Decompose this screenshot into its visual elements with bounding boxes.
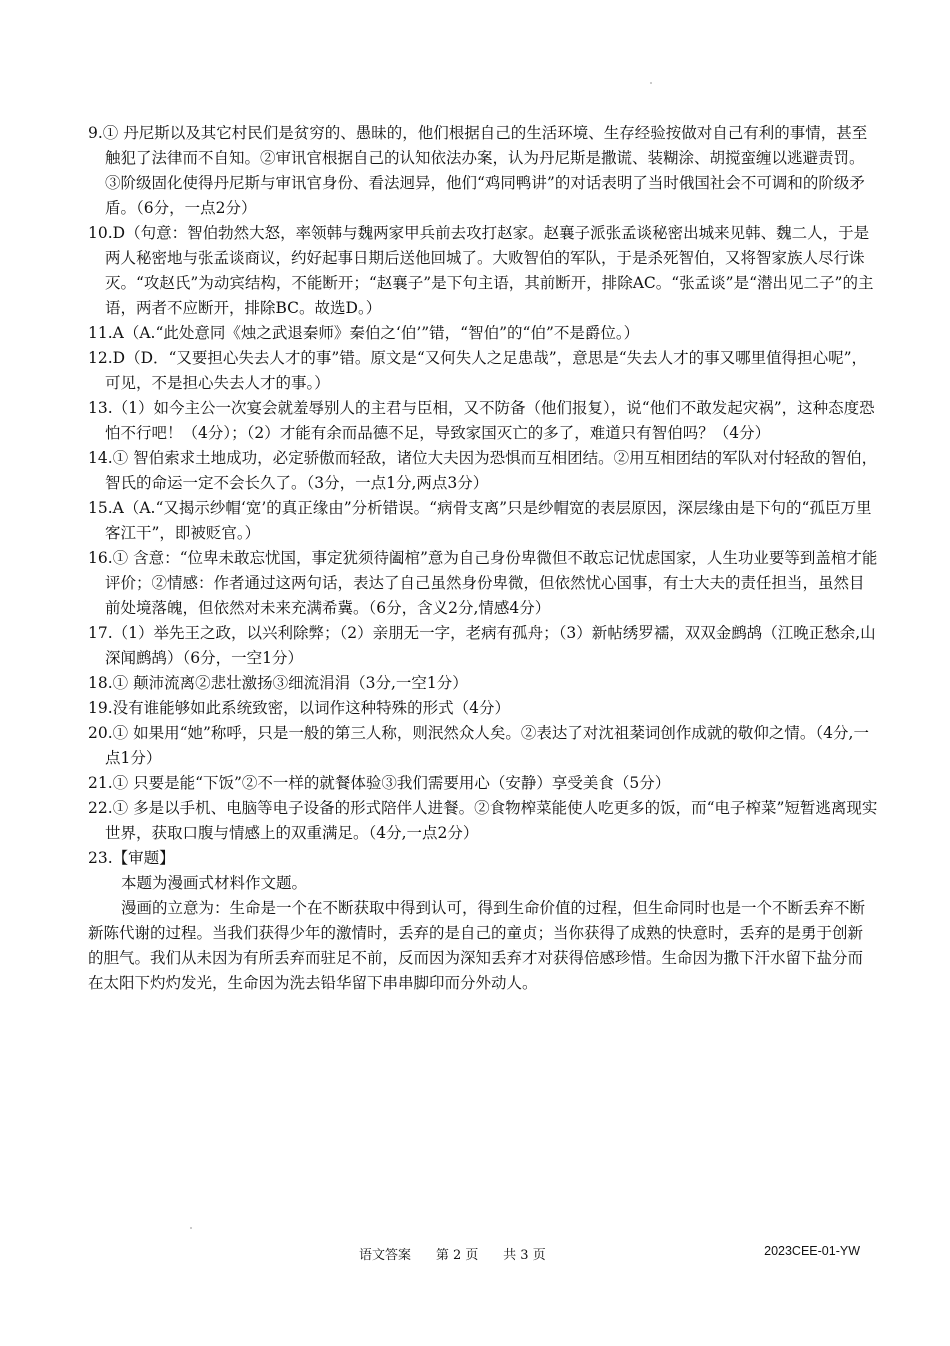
answer-11: 11.A（A.“此处意同《烛之武退秦师》秦伯之‘伯’”错，“智伯”的“伯”不是爵位。）: [88, 324, 640, 342]
answer-17: 17.（1）举先王之政，以兴利除弊；（2）亲朋无一字，老病有孤舟；（3）新帖绣罗襦，双双金鹧鸪（江晚正愁余,山深闻鹧鸪）（6分，一空1分）: [88, 624, 876, 667]
answer-16: 16.① 含意：“位卑未敢忘忧国，事定犹须待阖棺”意为自己身份卑微但不敢忘记忧虑国家，人生功业要等到盖棺才能评价；②情感：作者通过这两句话，表达了自己虽然身份卑微，但依然忧心国事，有士大夫的责任担当，虽然目前处境落魄，但依然对未来充满希冀。（6分，含义2分,情感4分）: [88, 549, 878, 617]
answer-14: 14.① 智伯索求土地成功，必定骄傲而轻敌，诸位大夫因为恐惧而互相团结。②用互相团结的军队对付轻敌的智伯，智氏的命运一定不会长久了。（3分，一点1分,两点3分）: [88, 449, 878, 492]
footer-code: 2023CEE-01-YW: [764, 1244, 860, 1258]
essay-para-2: 漫画的立意为：生命是一个在不断获取中得到认可，得到生命价值的过程，但生命同时也是一个不断丢弃不断新陈代谢的过程。当我们获得少年的激情时，丢弃的是自己的童贞；当你获得了成熟的快意时，丢弃的是勇于创新的胆气。我们从未因为有所丢弃而驻足不前，反而因为深知丢弃才对获得倍感珍惜。生命因为撒下汗水留下盐分而在太阳下灼灼发光，生命因为洗去铅华留下串串脚印而分外动人。: [88, 899, 866, 992]
footer-total-pages: 共 3 页: [503, 1248, 546, 1263]
answer-21: 21.① 只要是能“下饭”②不一样的就餐体验③我们需要用心（安静）享受美食（5分）: [88, 774, 671, 792]
footer-subject: 语文答案: [359, 1248, 412, 1263]
answer-19: 19.没有谁能够如此系统致密，以词作这种特殊的形式（4分）: [88, 699, 511, 717]
answer-13: 13.（1）如今主公一次宴会就羞辱别人的主君与臣相，又不防备（他们报复），说“他们不敢发起灾祸”，这种态度恐怕不行吧！（4分）；（2）才能有余而品德不足，导致家国灭亡的多了，难道只有智伯吗？（4分）: [88, 399, 875, 442]
answer-10: 10.D（句意：智伯勃然大怒，率领韩与魏两家甲兵前去攻打赵家。赵襄子派张孟谈秘密出城来见韩、魏二人，于是两人秘密地与张孟谈商议，约好起事日期后送他回城了。大败智伯的军队，于是杀死智伯，又将智家族人尽行诛灭。“攻赵氏”为动宾结构，不能断开；“赵襄子”是下句主语，其前断开，排除AC。“张孟谈”是“潜出见二子”的主语，两者不应断开，排除BC。故选D。）: [88, 224, 874, 317]
scan-speck: [190, 1227, 192, 1229]
answer-15: 15.A（A.“又揭示纱帽‘宽’的真正缘由”分析错误。“病骨支离”只是纱帽宽的表层原因，深层缘由是下句的“孤臣万里客江干”，即被贬官。）: [88, 499, 872, 542]
answer-20: 20.① 如果用“她”称呼，只是一般的第三人称，则泯然众人矣。②表达了对沈祖棻词创作成就的敬仰之情。（4分,一点1分）: [88, 724, 869, 767]
scan-speck: [650, 82, 652, 84]
answer-12: 12.D（D．“又要担心失去人才的事”错。原文是“又何失人之足患哉”，意思是“失去人才的事又哪里值得担心呢”，可见，不是担心失去人才的事。）: [88, 349, 868, 392]
footer-page-number: 第 2 页: [435, 1248, 479, 1263]
answer-9: 9.① 丹尼斯以及其它村民们是贫穷的、愚昧的，他们根据自己的生活环境、生存经验按做对自己有利的事情，甚至触犯了法律而不自知。②审讯官根据自己的认知依法办案，认为丹尼斯是撒谎、装糊涂、胡搅蛮缠以逃避责罚。③阶级固化使得丹尼斯与审讯官身份、看法迥异，他们“鸡同鸭讲”的对话表明了当时俄国社会不可调和的阶级矛盾。（6分，一点2分）: [88, 124, 868, 217]
essay-heading: 23.【审题】: [88, 849, 175, 867]
answer-content: [88, 121, 878, 996]
essay-para-1: 本题为漫画式材料作文题。: [121, 874, 308, 892]
answer-18: 18.① 颠沛流离②悲壮激扬③细流涓涓（3分,一空1分）: [88, 674, 468, 692]
answer-22: 22.① 多是以手机、电脑等电子设备的形式陪伴人进餐。②食物榨菜能使人吃更多的饭，而“电子榨菜”短暂逃离现实世界，获取口腹与情感上的双重满足。（4分,一点2分）: [88, 799, 878, 842]
page-footer: [0, 1244, 950, 1264]
footer-page-info: [359, 1244, 546, 1263]
